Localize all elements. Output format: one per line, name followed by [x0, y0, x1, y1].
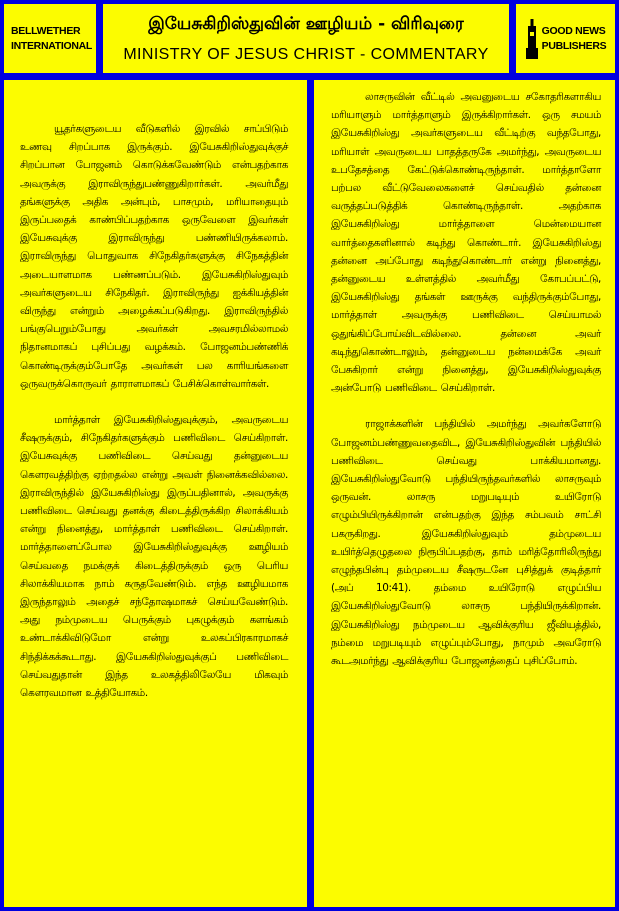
left-column — [4, 80, 307, 907]
right-paragraph-2: ராஜாக்களின் பந்தியில் அமர்ந்து அவர்களோடு போஜனம்பண்ணுவதைவிட, இயேசுகிறிஸ்துவின் பந்தியில் பணிவிடை செய்வது பாக்கியமானது. இயேசுகிறிஸ்துவோடு பந்தியிருந்தவர்களில் லாசருவும் ஒருவன். லாசரு மறுபடியும் உயிரோடு எழும்பியிருக்கிறான் என்பதற்கு இந்த சம்பவம் சாட்சி பகருகிறது. இயேசுகிறிஸ்துவும் தம்முடைய உயிர்த்தெழுதலை நிரூபிப்பதற்கு, தாம் மரித்தோரிலிருந்து எழுந்தபின்பு தம்முடைய சீஷருடனே புசித்துக் குடித்தார் (அப் 10:41). தம்மை உயிரோடு எழுப்பிய இயேசுகிறிஸ்துவோடு லாசரு பந்தியிருக்கிறான். இயேசுகிறிஸ்து நம்முடைய ஆவிக்குரிய ஜீவியத்தில், நம்மை மறுபடியும் எழுப்பும்போது, நாமும் அவரோடு கூடஅமர்ந்து ஆவிக்குரிய போஜனத்தைப் புசிப்போம். — [331, 418, 601, 668]
right-paragraph-1: லாசருவின் வீட்டில் அவனுடைய சகோதரிகளாகிய மரியாளும் மார்த்தாளும் இருக்கிறார்கள். ஒரு சமயம் இயேசுகிறிஸ்து அவர்களுடைய வீட்டிற்கு வந்தபோது, மரியாள் அவருடைய பாதத்தருகே அமர்ந்து, அவருடைய உபதேசத்தை கேட்டுக்கொண்டிருந்தாள். மார்த்தாளோ பற்பல வீட்டுவேலைகளைச் செய்வதில் தன்னை வருத்தப்படுத்திக் கொண்டிருந்தாள். அதற்காக இயேசுகிறிஸ்து மார்த்தாளை மென்மையான வார்த்தைகளினால் கடிந்து கொண்டார். இயேசுகிறிஸ்து தன்னை அப்போது கடிந்துகொண்டார் என்று நினைத்து, தன்னுடைய உள்ளத்தில் அவர்மீது கோபப்பட்டு, இயேசுகிறிஸ்து தங்கள் ஊருக்கு வந்திருக்கும்போது, மார்த்தாள் அவருக்கு பணிவிடை செய்யாமல் ஒதுங்கிப்போய்விடவில்லை. தன்னை அவர் கடிந்துகொண்டாலும், தன்னுடைய நன்மைக்கே அவர் பேசுகிறார் என்று நினைத்து, இயேசுகிறிஸ்துவுக்கு அன்போடு பணிவிடை செய்கிறாள். — [331, 91, 601, 395]
bellwether-logo-text — [11, 24, 92, 54]
left-paragraph-1: யூதர்களுடைய வீடுகளில் இரவில் சாப்பிடும் உணவு சிறப்பாக இருக்கும். இயேசுகிறிஸ்துவுக்குச் சிறப்பான போஜனம் கொடுக்கவேண்டும் என்பதற்காக அவருக்கு இராவிருந்துபண்ணுகிறார்கள். அவர்மீது தங்களுக்கு அதிக அன்பும், பாசமும், மரியாதையும் இருப்பதைக் காண்பிப்பதற்காக ஒருவேளை இவர்கள் இயேசுவுக்கு இராவிருந்து பண்ணியிருக்கலாம். இராவிருந்து பொதுவாக சிநேகிதர்களுக்கு சிநேகத்தின் அடையாளமாக பண்ணப்படும். இயேசுகிறிஸ்துவும் அவர்களுடைய சிநேகிதர். இராவிருந்து ஐக்கியத்தின் விருந்து என்றும் அழைக்கப்படுகிறது. இராவிருந்தில் பங்குபெறும்போது அவர்கள் அவசரமில்லாமல் நிதானமாகப் புசிப்பது வழக்கம். போஜனம்பண்ணிக் கொண்டிருக்கும்போதே அவர்கள் பல காரியங்களை ஒருவருக்கொருவர் தாராளமாகப் பேசிக்கொள்வார்கள். — [20, 123, 288, 390]
right-column — [314, 80, 615, 907]
good-news-logo-text — [542, 24, 607, 54]
good-news-logo-icon — [525, 17, 539, 61]
logo-right-line-1: GOOD NEWS — [541, 24, 606, 37]
page-title-english: MINISTRY OF JESUS CHRIST - COMMENTARY — [123, 46, 489, 63]
left-paragraph-2: மார்த்தாள் இயேசுகிறிஸ்துவுக்கும், அவருடைய சீஷருக்கும், சிநேகிதர்களுக்கும் பணிவிடை செய்கிறாள். இயேசுவுக்கு பணிவிடை செய்வது தன்னுடைய கௌரவத்திற்கு ஏற்றதல்ல என்று அவள் நினைக்கவில்லை. இராவிருந்தில் இயேசுகிறிஸ்து இருப்பதினால், அவருக்கு பணிவிடை செய்வது தனக்கு கிடைத்திருக்கிற சிலாக்கியம் என்று நினைத்து, மார்த்தாள் பணிவிடை செய்கிறாள். மார்த்தாளைப்போல இயேசுகிறிஸ்துவுக்கு ஊழியம் செய்வதை நமக்குக் கிடைத்திருக்கும் ஒரு பெரிய சிலாக்கியமாக நாம் கருதவேண்டும். எந்த ஊழியமாக இருந்தாலும் அதைச் சந்தோஷமாகச் செய்யவேண்டும். அது நம்முடைய பெருக்கும் புகழுக்கும் களங்கம் உண்டாக்கிவிடுமோ என்று உலகப்பிரகாரமாகச் சிந்திக்கக்கூடாது. இயேசுகிறிஸ்துவுக்குப் பணிவிடை செய்வதுதான் இந்த உலகத்திலிலேயே மிகவும் கௌரவமான உத்தியோகம். — [20, 414, 288, 700]
logo-right-line-2: PUBLISHERS — [541, 39, 607, 52]
page-title-tamil: இயேசுகிறிஸ்துவின் ஊழியம் - விரிவுரை — [148, 14, 464, 34]
logo-left-line-1: BELLWETHER — [10, 24, 81, 37]
page-title-box — [103, 4, 509, 73]
logo-left-line-2: INTERNATIONAL — [10, 39, 93, 52]
bellwether-logo — [4, 4, 96, 73]
good-news-logo — [516, 4, 615, 73]
